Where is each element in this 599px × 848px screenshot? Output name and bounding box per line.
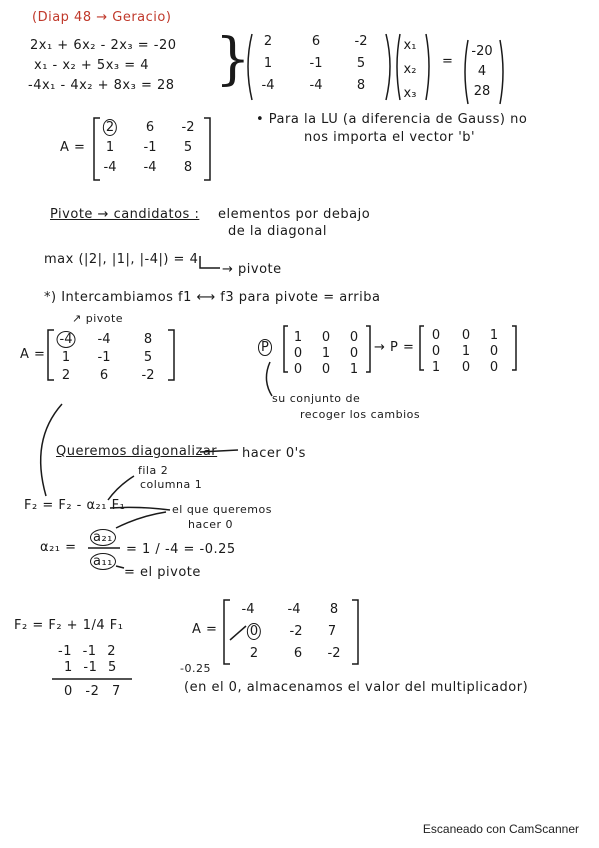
f2b-formula: F₂ = F₂ + 1/4 F₁ [14,618,124,633]
P-label: P [258,340,272,355]
P-note-line1: su conjunto de [272,392,361,405]
almacen-note: (en el 0, almacenamos el valor del multiplicador) [184,680,529,695]
lu-note-line2: nos importa el vector 'b' [304,130,476,145]
pivote-desc-1: elementos por debajo [218,207,371,222]
lu-note-line1: • Para la LU (a diferencia de Gauss) no [256,112,528,127]
pivote-tag: ↗ pivote [72,312,124,325]
matrix-A3: -4 -4 8 0 -2 7 2 6 -2 [241,602,341,661]
vector-b: -20 4 28 [471,44,493,99]
diag-suffix: hacer 0's [242,446,306,461]
page-header: (Diap 48 → Geracio) [32,10,172,25]
pivote-title: Pivote → candidatos : [50,207,200,222]
intercambio-text: *) Intercambiamos f1 ⟷ f3 para pivote = arriba [44,290,381,305]
equation-2: x₁ - x₂ + 5x₃ = 4 [34,58,150,73]
vector-x: x₁ x₂ x₃ [403,38,417,101]
diag-title: Queremos diagonalizar [56,444,218,459]
P-note-line2: recoger los cambios [300,408,421,421]
matrix-A-system: 2 6 -2 1 -1 5 -4 -4 8 [261,34,368,93]
alpha-pivote-note: = el pivote [124,565,201,580]
pivote-desc-2: de la diagonal [228,224,327,239]
A3-multiplier: -0.25 [180,662,211,675]
fila-note-1: fila 2 [138,464,169,477]
pivote-arrow-label: → pivote [222,262,282,277]
matrix-A3-label: A = [192,622,218,637]
matrix-A2-label: A = [20,347,46,362]
matrix-P: 1 0 0 0 1 0 0 0 1 [293,330,359,377]
fila-note-2: columna 1 [140,478,203,491]
matrix-A2: -4 -4 8 1 -1 5 2 6 -2 [48,330,174,390]
pivote-max-expression: max (|2|, |1|, |-4|) = 4 [44,252,199,267]
equals-sign: = [442,54,454,69]
alpha-label: α₂₁ = [40,540,77,555]
matrix-P-result: 0 0 1 0 1 0 1 0 0 [431,328,499,375]
scanner-footer: Escaneado con CamScanner [422,822,579,836]
equation-1: 2x₁ + 6x₂ - 2x₃ = -20 [30,38,177,53]
alpha-numerator: a₂₁ [90,530,116,545]
equation-3: -4x₁ - 4x₂ + 8x₃ = 28 [28,78,175,93]
f2-formula: F₂ = F₂ - α₂₁ F₁ [24,498,126,513]
alpha-value: = 1 / -4 = -0.25 [126,542,236,557]
alpha-denominator: a₁₁ [90,554,116,569]
matrix-A1: 2 6 -2 1 -1 5 -4 -4 8 [103,120,195,175]
f2b-result: 0 -2 7 [64,684,121,699]
matrix-A1-label: A = [60,140,86,155]
f2b-row-1: -1 -1 2 [58,644,116,659]
f2b-row-2: 1 -1 5 [64,660,117,675]
que-note-2: hacer 0 [188,518,234,531]
que-note-1: el que queremos [172,503,272,516]
P-result-label: → P = [374,340,415,355]
curly-brace: } [215,27,251,92]
